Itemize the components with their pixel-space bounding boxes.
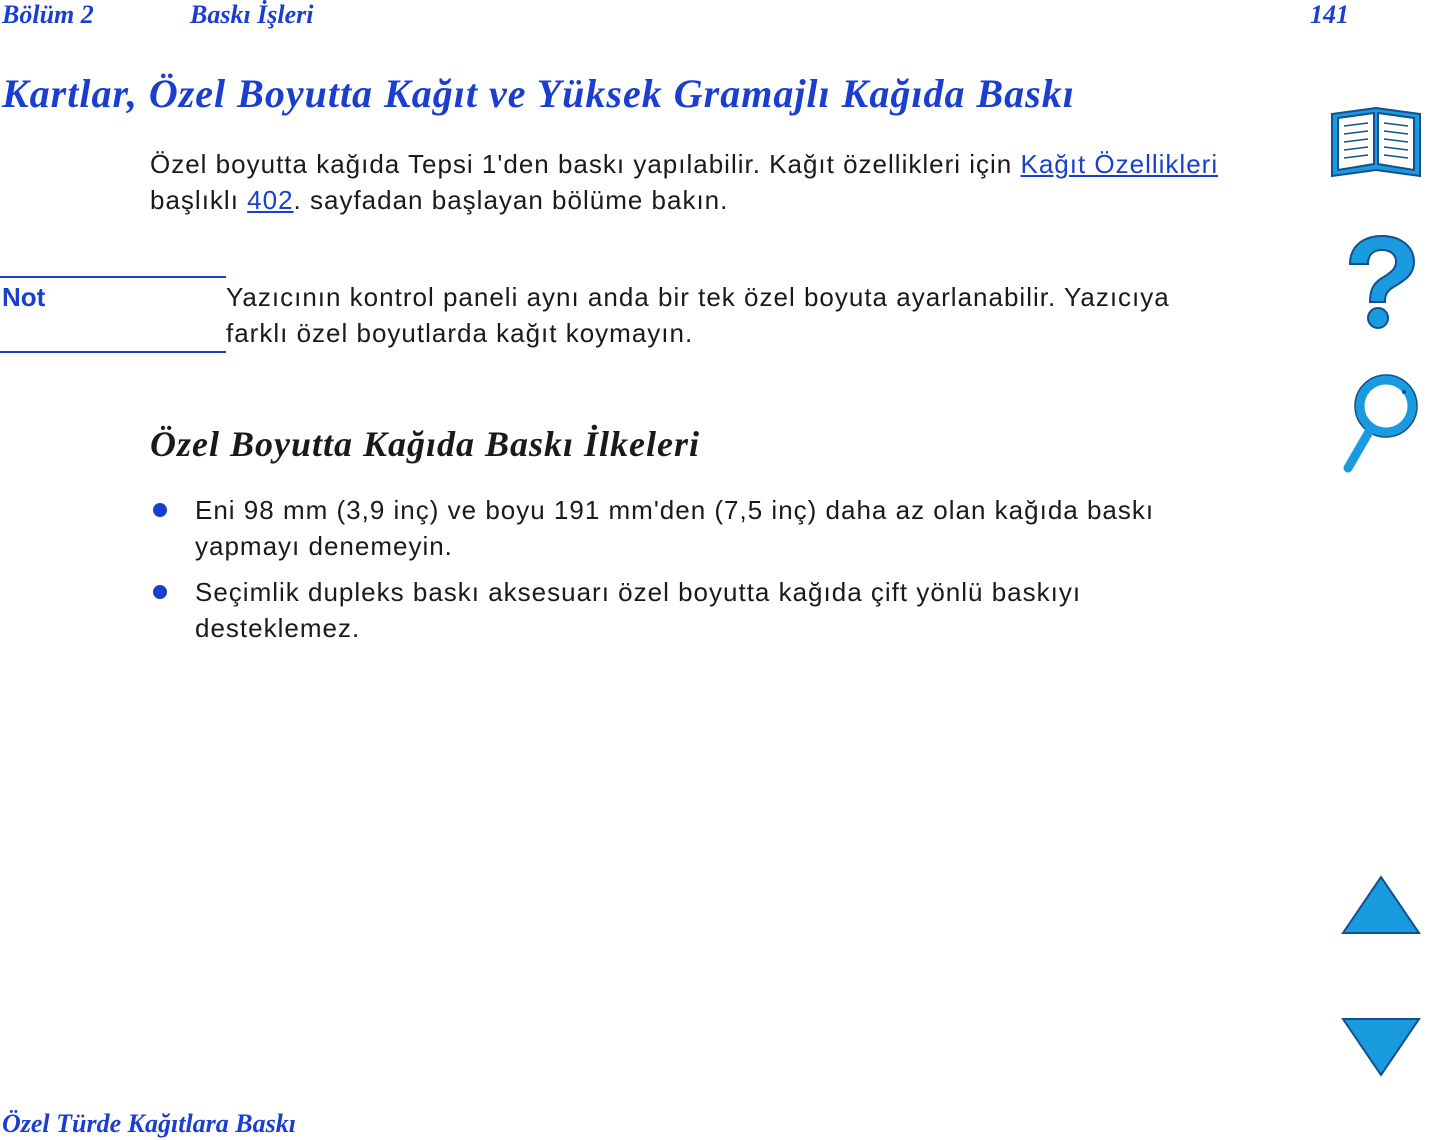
- intro-text-before: Özel boyutta kağıda Tepsi 1'den baskı yapılabilir. Kağıt özellikleri için: [150, 149, 1021, 179]
- guidelines-list: [150, 492, 1250, 656]
- header-section: Baskı İşleri: [190, 0, 314, 29]
- next-page-button[interactable]: [1340, 1016, 1422, 1083]
- bullet-icon: [153, 585, 167, 599]
- page-402-link[interactable]: 402: [247, 185, 294, 215]
- triangle-down-icon: [1340, 1016, 1422, 1078]
- note-rule-bottom: [0, 351, 226, 353]
- contents-button[interactable]: [1328, 104, 1424, 185]
- footer-section-title: Özel Türde Kağıtlara Baskı: [2, 1109, 296, 1138]
- previous-page-button[interactable]: [1340, 874, 1422, 941]
- intro-text-after: . sayfadan başlayan bölüme bakın.: [293, 185, 729, 215]
- page-title: Kartlar, Özel Boyutta Kağıt ve Yüksek Gramajlı Kağıda Baskı: [2, 71, 1075, 116]
- section-subtitle: Özel Boyutta Kağıda Baskı İlkeleri: [150, 424, 701, 464]
- note-text: Yazıcının kontrol paneli aynı anda bir tek özel boyuta ayarlanabilir. Yazıcıya farklı özel boyutlarda kağıt koymayın.: [226, 282, 1170, 348]
- bullet-icon: [153, 503, 167, 517]
- list-item-text: Seçimlik dupleks baskı aksesuarı özel boyutta kağıda çift yönlü baskıyı desteklemez.: [195, 577, 1082, 643]
- note-rule-top: [0, 276, 226, 278]
- list-item: [150, 574, 1250, 646]
- book-icon: [1328, 104, 1424, 180]
- help-button[interactable]: [1340, 232, 1420, 337]
- intro-text-middle: başlıklı: [150, 185, 248, 215]
- note-label: Not: [2, 282, 46, 312]
- magnifier-icon: [1338, 370, 1422, 474]
- header-chapter: Bölüm 2: [2, 0, 94, 29]
- list-item: [150, 492, 1250, 564]
- paper-specs-link[interactable]: Kağıt Özellikleri: [1020, 149, 1219, 179]
- header-page-number: 141: [1310, 0, 1349, 29]
- triangle-up-icon: [1340, 874, 1422, 936]
- question-mark-icon: [1340, 232, 1420, 332]
- list-item-text: Eni 98 mm (3,9 inç) ve boyu 191 mm'den (7,5 inç) daha az olan kağıda baskı yapmayı denemeyin.: [195, 495, 1155, 561]
- intro-paragraph: [150, 146, 1250, 218]
- search-button[interactable]: [1338, 370, 1422, 479]
